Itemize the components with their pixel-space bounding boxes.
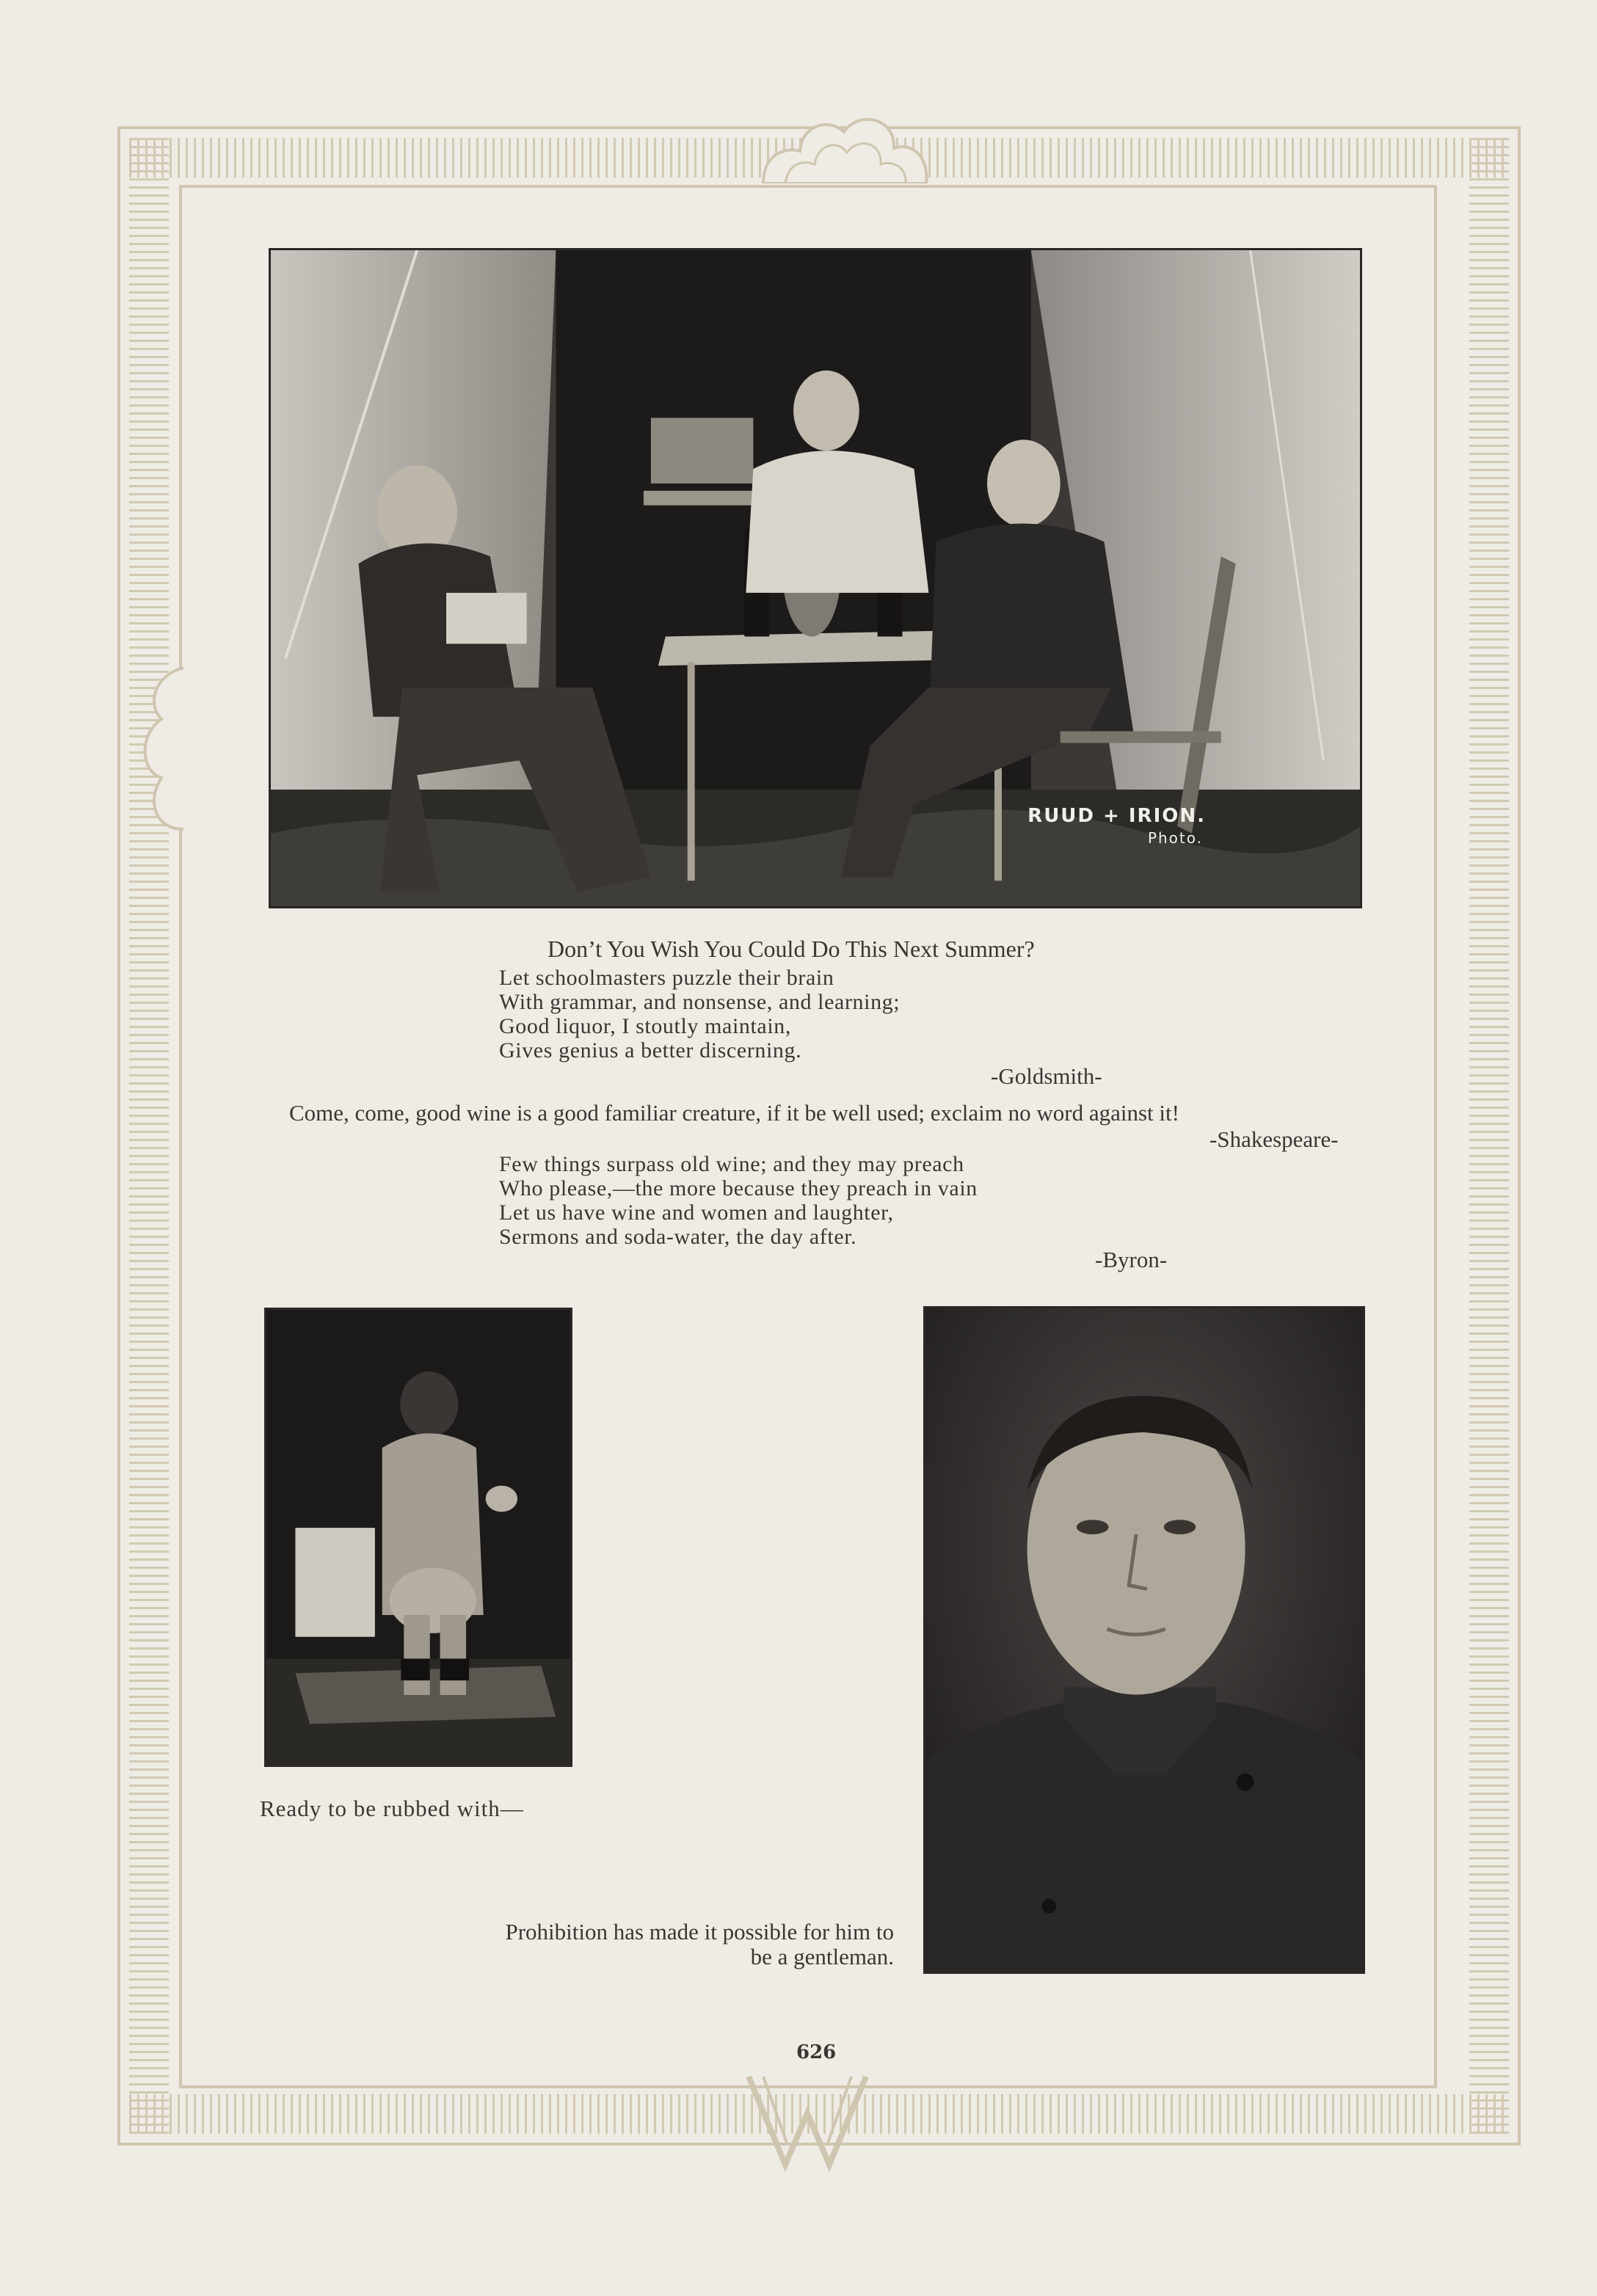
shakespeare-quote: Come, come, good wine is a good familiar creature, if it be well used; exclaim no word against it!: [289, 1100, 1179, 1126]
photo-credit: [1027, 805, 1206, 849]
poem-line: Sermons and soda-water, the day after.: [499, 1225, 857, 1249]
byron-quote: [499, 1152, 978, 1249]
goldsmith-quote: [499, 966, 900, 1063]
portrait-caption-line2: be a gentleman.: [750, 1944, 894, 1969]
poem-line: Who please,—the more because they preach in vain: [499, 1176, 978, 1200]
goldsmith-attribution: -Goldsmith-: [991, 1063, 1102, 1089]
portrait-caption-line1: Prohibition has made it possible for him to: [505, 1919, 894, 1945]
poem-line: Let us have wine and women and laughter,: [499, 1200, 894, 1225]
page-number: 626: [796, 2041, 837, 2063]
baby-photo: [264, 1308, 572, 1767]
portrait-illustration: [925, 1308, 1363, 1972]
photo-credit-line2: Photo.: [1147, 829, 1203, 847]
byron-attribution: -Byron-: [1095, 1247, 1168, 1272]
poem-line: Few things surpass old wine; and they may preach: [499, 1152, 964, 1176]
baby-illustration: [266, 1310, 570, 1765]
border-band-right: [1469, 138, 1509, 2134]
border-band-left: [129, 138, 169, 2134]
baby-caption: Ready to be rubbed with—: [260, 1796, 524, 1821]
soldier-portrait-photo: [923, 1306, 1365, 1974]
main-caption: Don’t You Wish You Could Do This Next Summer?: [548, 936, 1035, 962]
poem-line: Good liquor, I stoutly maintain,: [499, 1014, 791, 1038]
cloud-ornament-left: [132, 660, 191, 837]
w-monogram-ornament: [741, 2069, 873, 2172]
cloud-ornament-top: [756, 81, 932, 183]
tent-party-photo: [269, 248, 1362, 908]
shakespeare-attribution: -Shakespeare-: [1209, 1126, 1339, 1152]
poem-line: Gives genius a better discerning.: [499, 1038, 802, 1063]
poem-line: Let schoolmasters puzzle their brain: [499, 966, 834, 990]
photo-credit-line1: RUUD + IRION.: [1027, 805, 1206, 827]
poem-line: With grammar, and nonsense, and learning;: [499, 990, 901, 1014]
